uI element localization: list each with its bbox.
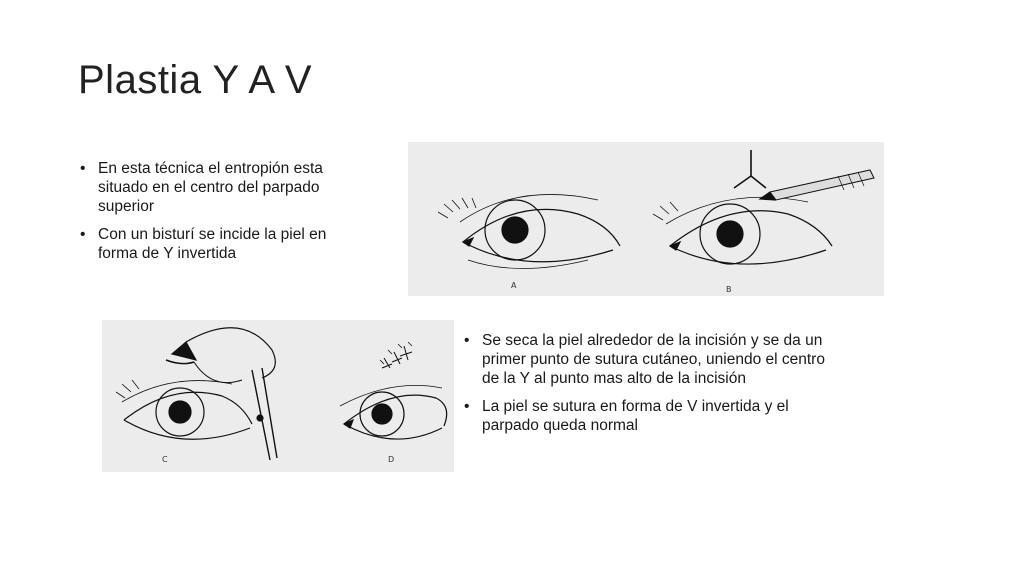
eyelid-illustration-cd [102, 320, 454, 472]
bullet-list-top [78, 159, 348, 272]
figure-label-d: D [388, 455, 395, 464]
eyelid-illustration-ab [408, 142, 884, 296]
bullet-item: • En esta técnica el entropión esta situado en el centro del parpado superior [78, 159, 348, 216]
bullet-item: • La piel se sutura en forma de V invertida y el parpado queda normal [462, 397, 842, 435]
figure-label-a: A [511, 281, 517, 290]
eye-c-drawing [116, 328, 277, 460]
figure-label-c: C [162, 455, 168, 464]
eye-b-drawing [653, 150, 874, 264]
eye-d-drawing [340, 342, 447, 439]
figure-label-b: B [726, 285, 732, 294]
bullet-list-bottom [462, 331, 842, 444]
bullet-item: • Se seca la piel alrededor de la incisión y se da un primer punto de sutura cutáneo, uniendo el centro de la Y al punto mas alto de la incisión [462, 331, 842, 388]
eye-a-drawing [438, 194, 620, 268]
bullet-item: • Con un bisturí se incide la piel en forma de Y invertida [78, 225, 348, 263]
slide-title: Plastia Y A V [78, 58, 313, 102]
